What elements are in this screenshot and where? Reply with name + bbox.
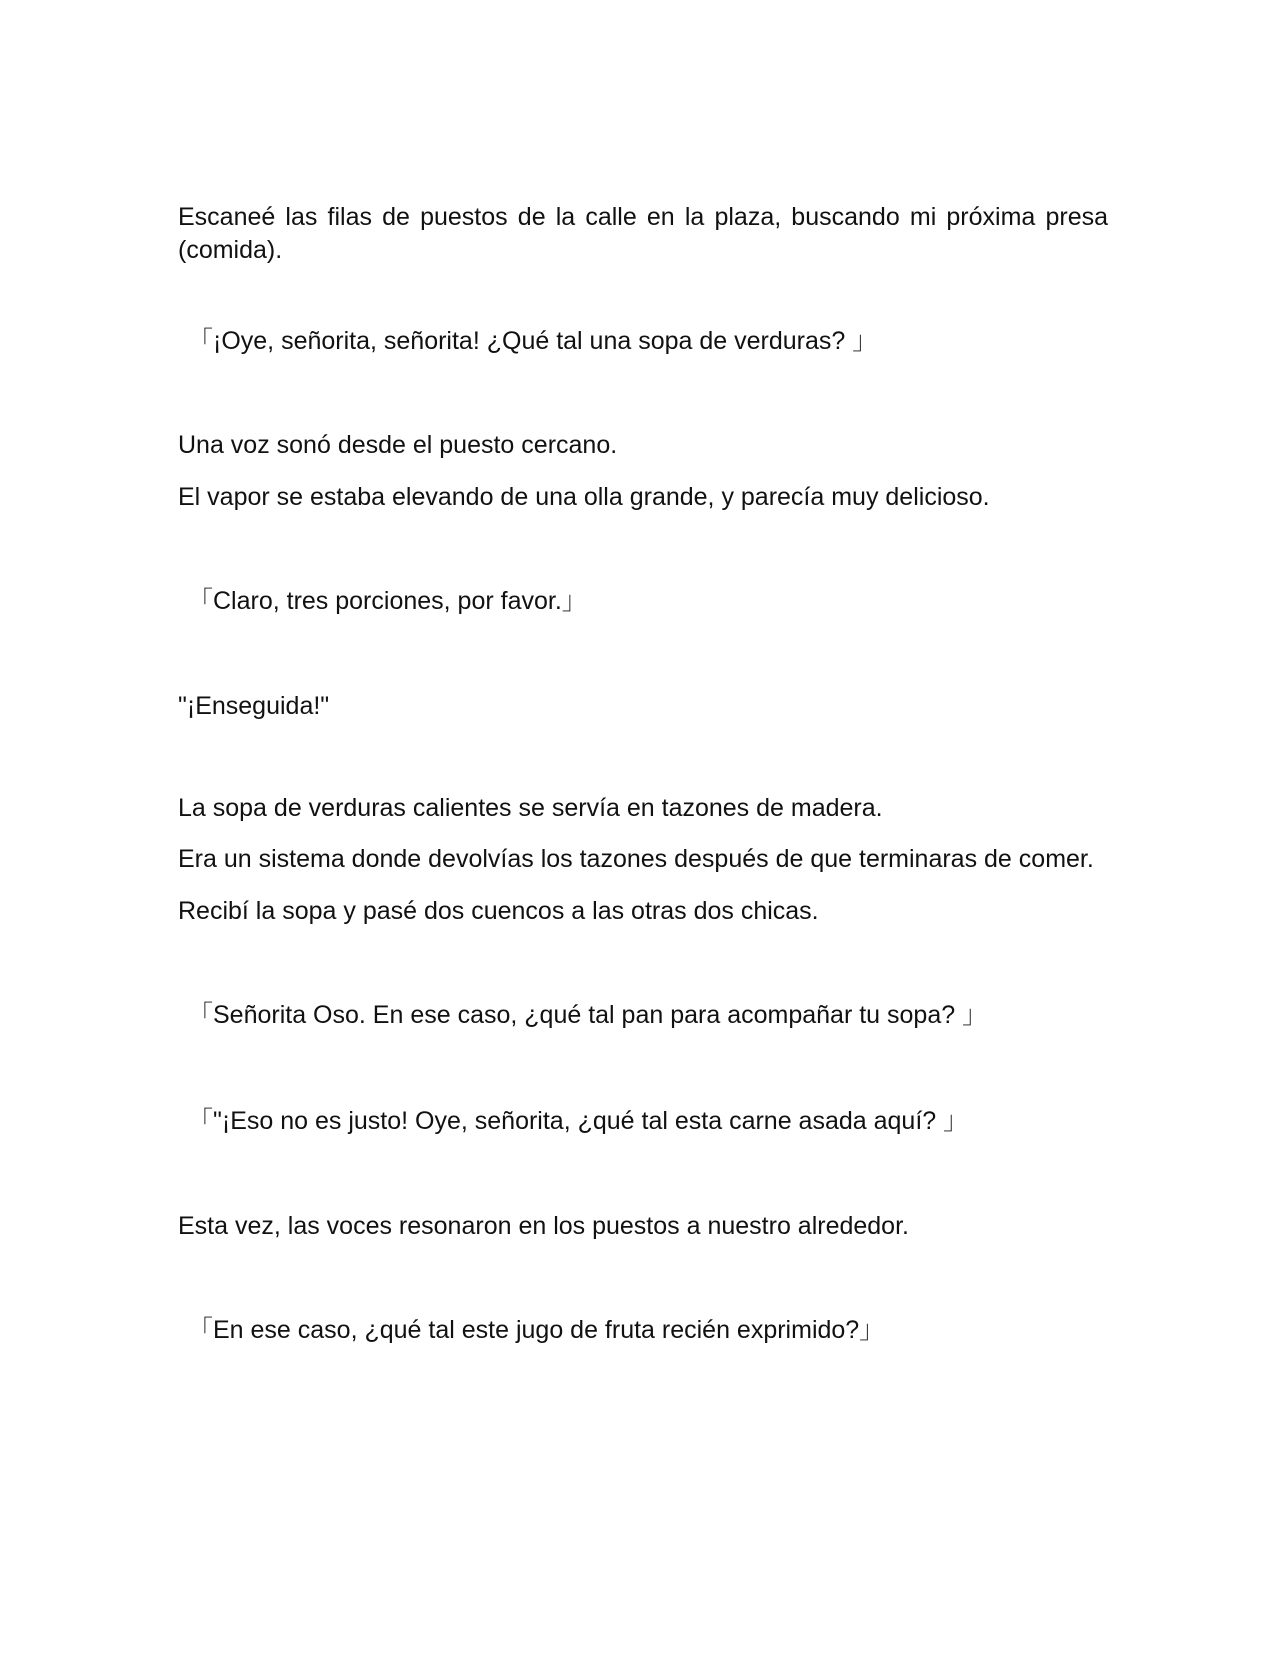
dialogue-line-4: 「"¡Eso no es justo! Oye, señorita, ¿qué tal esta carne asada aquí? 」	[188, 1107, 969, 1135]
paragraph-5: Era un sistema donde devolvías los tazones después de que terminaras de comer.	[178, 845, 1094, 873]
paragraph-7: Esta vez, las voces resonaron en los puestos a nuestro alrededor.	[178, 1212, 909, 1240]
document-page	[178, 0, 1108, 1656]
exclamation-line: "¡Enseguida!"	[178, 692, 330, 720]
paragraph-6: Recibí la sopa y pasé dos cuencos a las otras dos chicas.	[178, 897, 819, 925]
dialogue-line-3: 「Señorita Oso. En ese caso, ¿qué tal pan para acompañar tu sopa? 」	[188, 1001, 988, 1029]
dialogue-line-2: 「Claro, tres porciones, por favor.」	[188, 587, 587, 615]
paragraph-1: Escaneé las filas de puestos de la calle en la plaza, buscando mi próxima presa (comida).	[178, 203, 1108, 264]
paragraph-3: El vapor se estaba elevando de una olla grande, y parecía muy delicioso.	[178, 483, 990, 511]
dialogue-line-1: 「¡Oye, señorita, señorita! ¿Qué tal una sopa de verduras? 」	[188, 327, 878, 355]
paragraph-4: La sopa de verduras calientes se servía en tazones de madera.	[178, 794, 883, 822]
dialogue-line-5: 「En ese caso, ¿qué tal este jugo de fruta recién exprimido?」	[188, 1316, 885, 1344]
paragraph-2: Una voz sonó desde el puesto cercano.	[178, 431, 618, 459]
